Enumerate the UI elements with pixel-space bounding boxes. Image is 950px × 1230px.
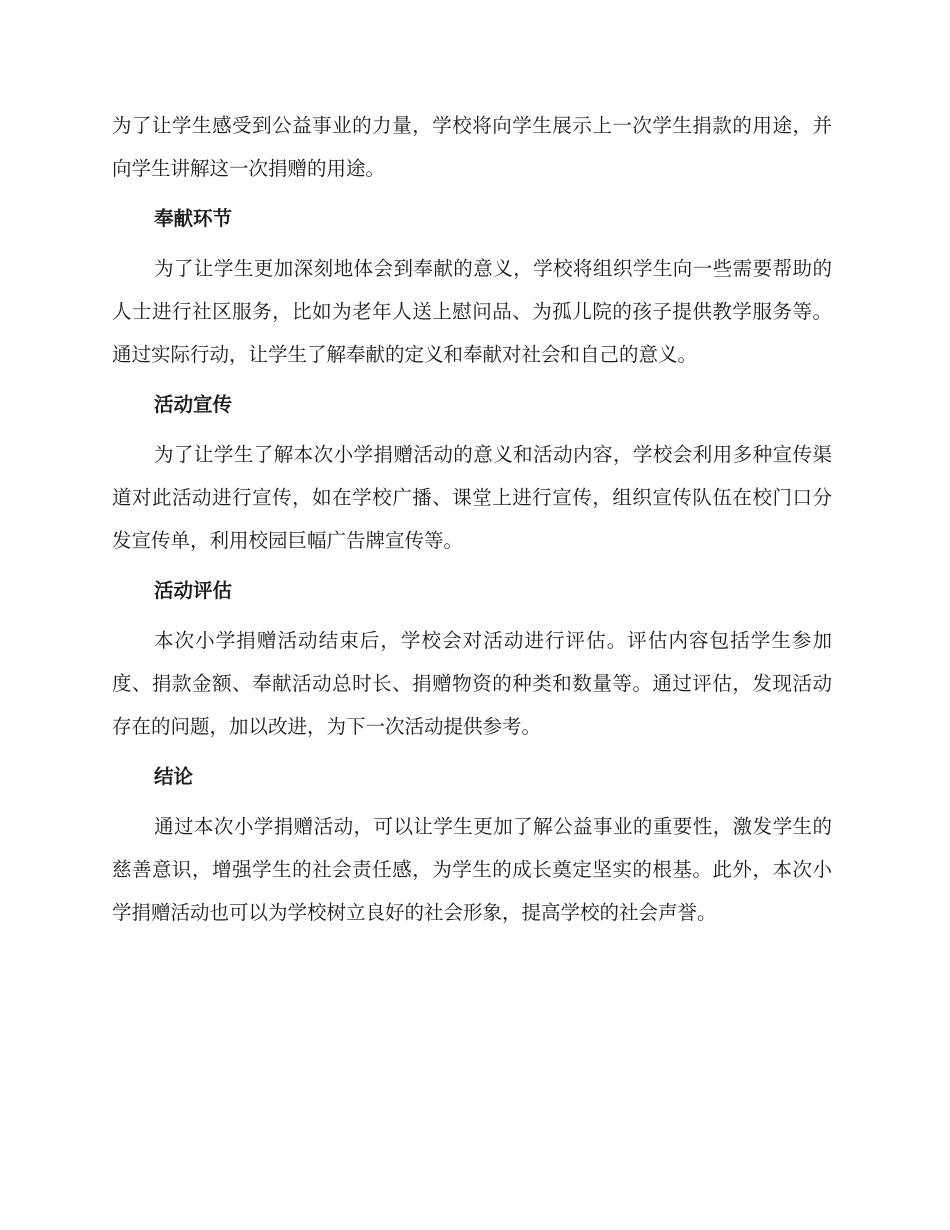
intro-paragraph: 为了让学生感受到公益事业的力量，学校将向学生展示上一次学生捐款的用途，并向学生讲解这一次捐赠的用途。	[112, 114, 832, 180]
dedication-paragraph-block	[112, 247, 832, 376]
promotion-paragraph-block	[112, 433, 832, 562]
conclusion-paragraph: 通过本次小学捐赠活动，可以让学生更加了解公益事业的重要性，激发学生的慈善意识，增强学生的社会责任感，为学生的成长奠定坚实的根基。此外，本次小学捐赠活动也可以为学校树立良好的社会形象，提高学校的社会声誉。	[112, 815, 832, 924]
document-page	[112, 104, 832, 941]
conclusion-paragraph-block	[112, 805, 832, 934]
intro-paragraph-block	[112, 104, 832, 190]
section-heading-conclusion: 结论	[154, 765, 194, 788]
evaluation-paragraph-block	[112, 619, 832, 748]
evaluation-paragraph: 本次小学捐赠活动结束后，学校会对活动进行评估。评估内容包括学生参加度、捐款金额、奉献活动总时长、捐赠物资的种类和数量等。通过评估，发现活动存在的问题，加以改进，为下一次活动提供参考。	[112, 629, 832, 738]
dedication-paragraph: 为了让学生更加深刻地体会到奉献的意义，学校将组织学生向一些需要帮助的人士进行社区服务，比如为老年人送上慰问品、为孤儿院的孩子提供教学服务等。通过实际行动，让学生了解奉献的定义和奉献对社会和自己的意义。	[112, 257, 832, 366]
promotion-paragraph: 为了让学生了解本次小学捐赠活动的意义和活动内容，学校会利用多种宣传渠道对此活动进行宣传，如在学校广播、课堂上进行宣传，组织宣传队伍在校门口分发宣传单，利用校园巨幅广告牌宣传等。	[112, 443, 832, 552]
section-heading-dedication: 奉献环节	[154, 207, 233, 230]
section-heading-evaluation: 活动评估	[154, 579, 233, 602]
section-heading-promotion: 活动宣传	[154, 393, 233, 416]
